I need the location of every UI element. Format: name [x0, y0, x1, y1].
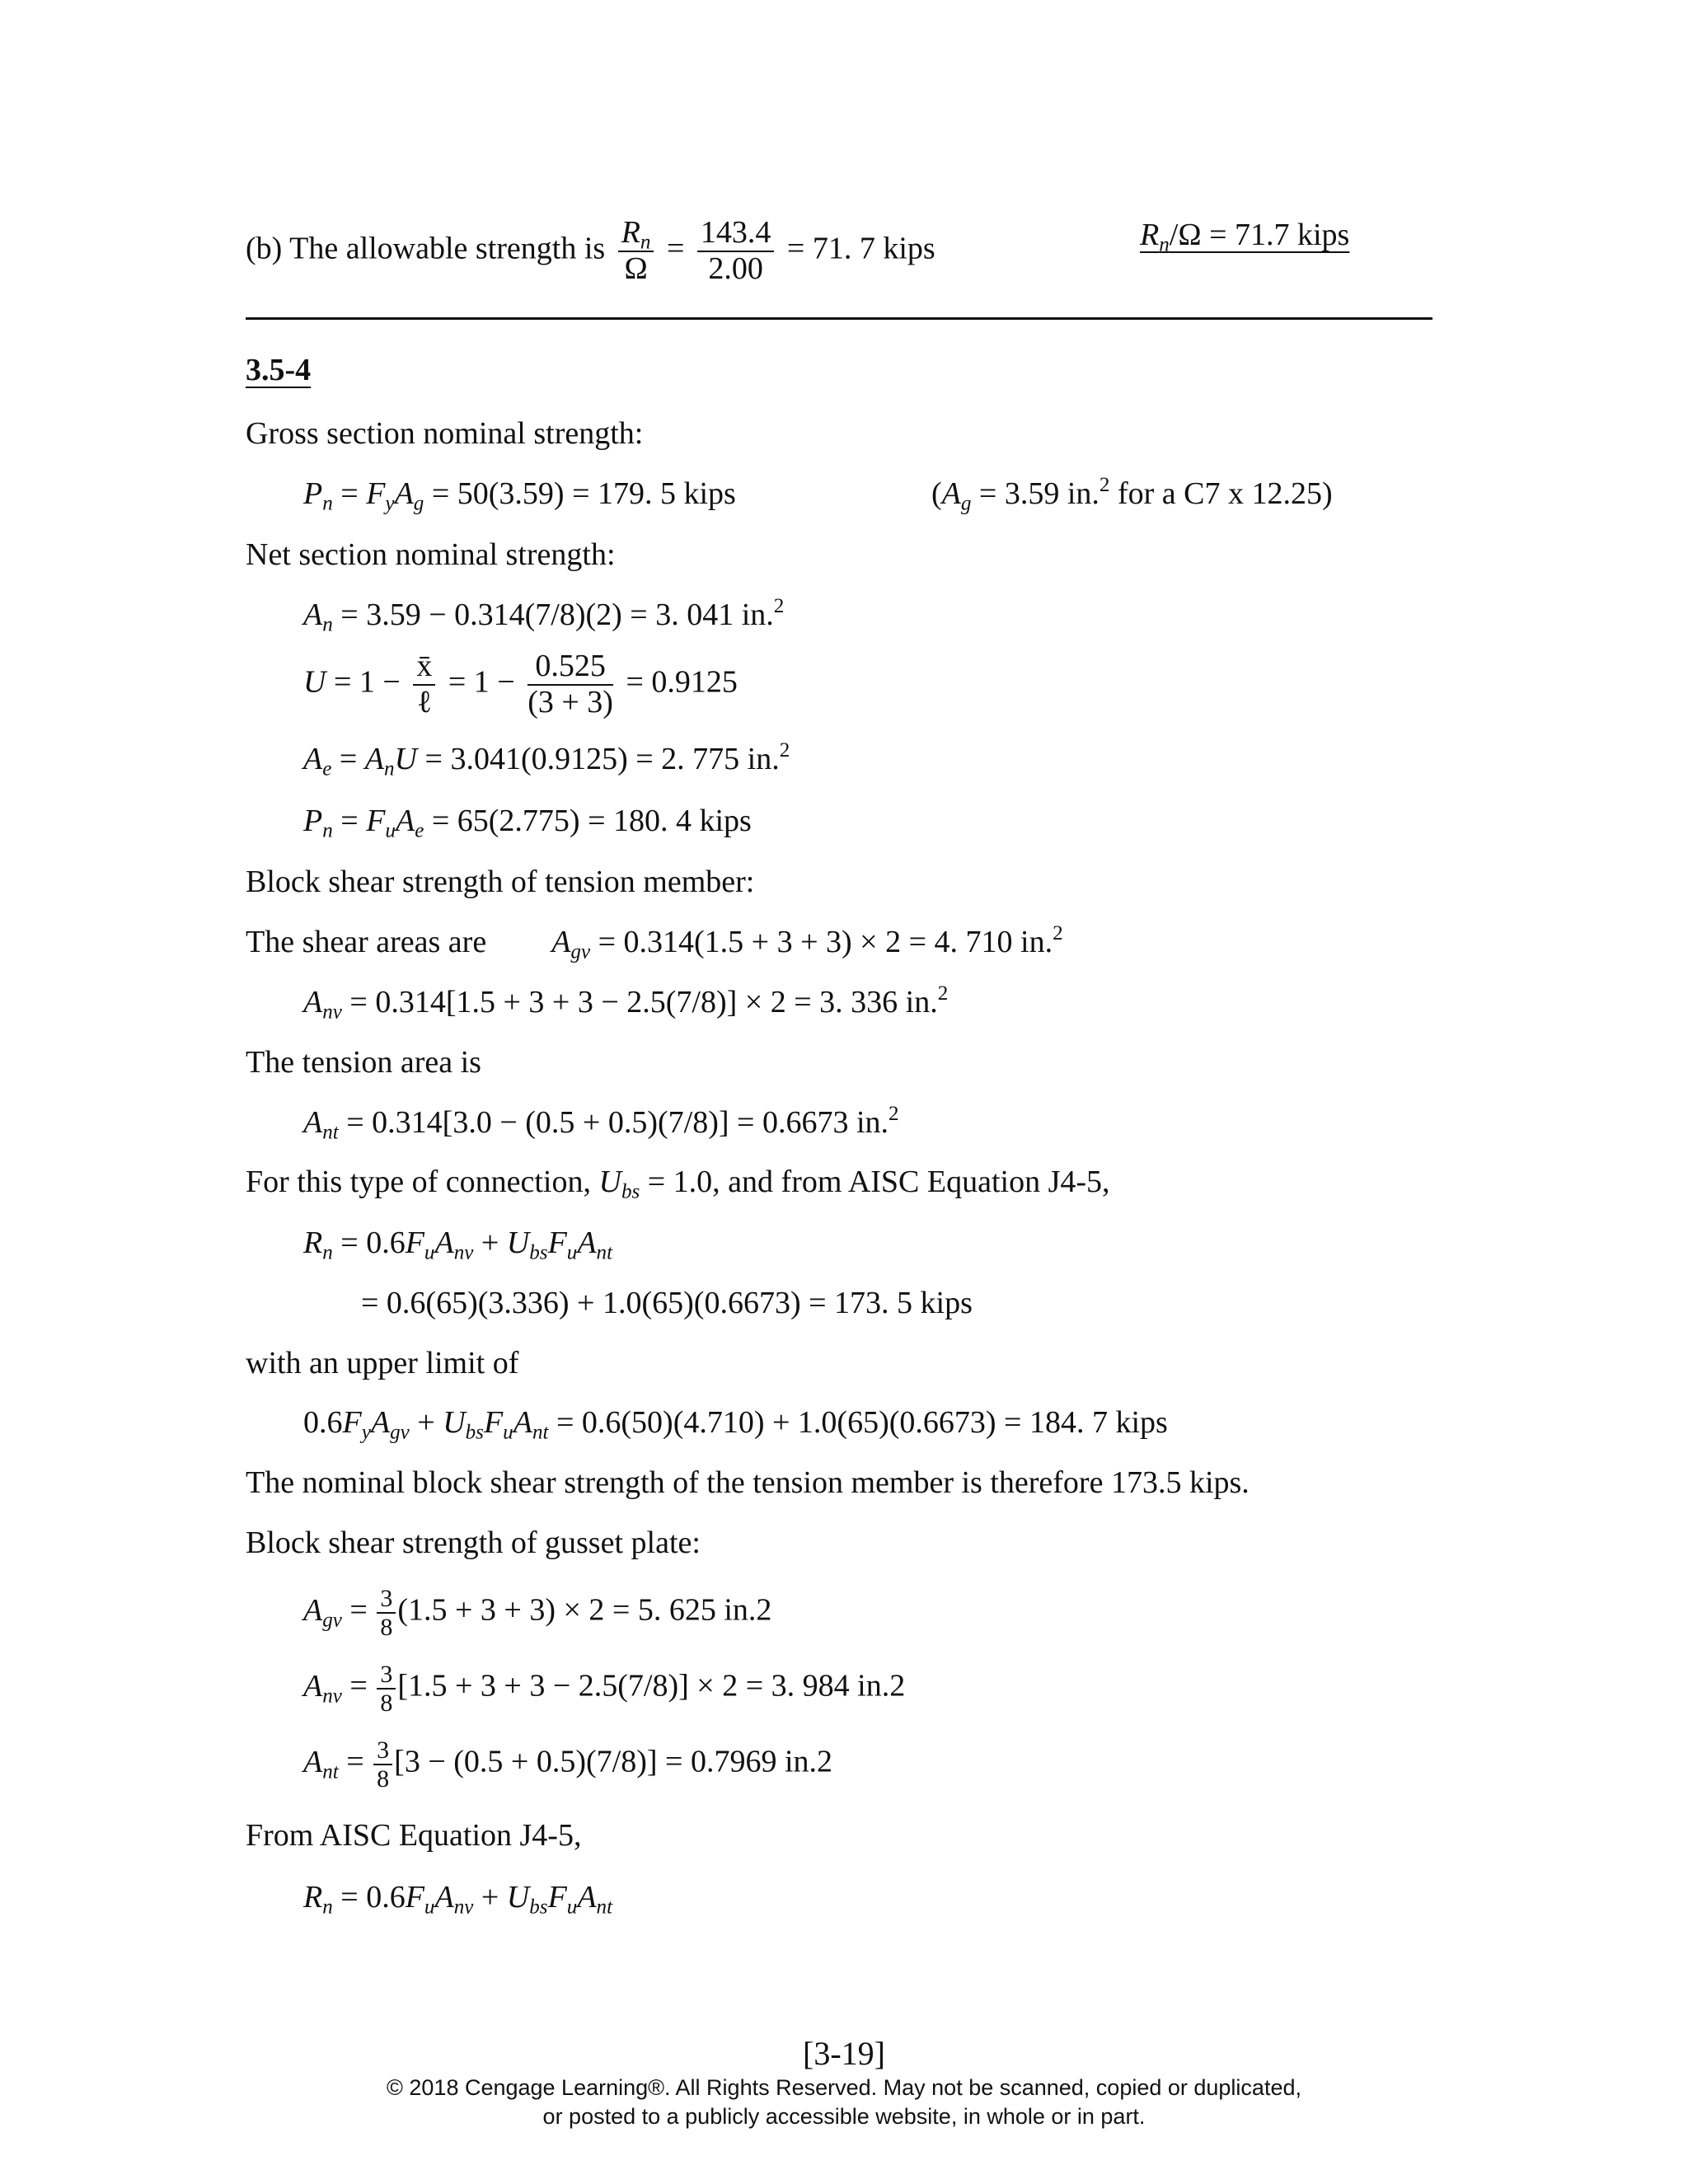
- gusset-block-shear-formula: $R_n = 0.6F_uA_{nv} + U_{bs}F_uA_{nt}$: [303, 1880, 613, 1919]
- section-divider: [246, 317, 1432, 320]
- copyright-line-2: or posted to a publicly accessible website, in whole or in part.: [542, 2104, 1146, 2129]
- gusset-anv-equation: $A_{nv}$ = $\frac{3}{8}$ [1.5 + 3 + 3 − 2.5(7/8)] × 2 = 3. 984 in.2: [303, 1661, 906, 1717]
- net-strength-equation: $P_n = F_uA_e = 65(2.775) = 180$. 4 kips: [303, 804, 752, 842]
- three-eighths-fraction: $\frac{3}{8}$: [377, 1585, 396, 1641]
- problem-number: 3.5-4: [246, 353, 312, 387]
- copyright-line-1: © 2018 Cengage Learning®. All Rights Reserved. May not be scanned, copied or duplicated,: [387, 2075, 1301, 2100]
- block-gusset-heading: Block shear strength of gusset plate:: [246, 1526, 701, 1560]
- part-b-line: [246, 216, 935, 287]
- shear-areas-line: The shear areas are $A_{gv} = 0.314(1.5 + 3 + 3) \times 2 = 4$. 710 in.$^2$: [246, 921, 1063, 963]
- net-heading: Net section nominal strength:: [246, 537, 616, 572]
- gusset-agv-equation: $A_{gv}$ = $\frac{3}{8}$ (1.5 + 3 + 3) × 2 = 5. 625 in.2: [303, 1585, 772, 1641]
- rn-over-omega-fraction: [618, 216, 654, 287]
- block-shear-formula: $R_n = 0.6F_uA_{nv} + U_{bs}F_uA_{nt}$: [303, 1226, 613, 1264]
- fraction-numerator: 143.4: [697, 216, 775, 252]
- ant-equation: $A_{nt} = 0.314[3.0 - (0.5 + 0.5)(7/8)] = 0.6673$ in.$^2$: [303, 1102, 899, 1144]
- anv-equation: $A_{nv} = 0.314[1.5 + 3 + 3 - 2.5(7/8)] \times 2 = 3$. 336 in.$^2$: [303, 982, 949, 1024]
- fraction-denominator: 2.00: [708, 251, 763, 286]
- tension-area-label: The tension area is: [246, 1045, 481, 1080]
- part-b-answer: $R_n/\Omega = 71.7$ kips: [1140, 218, 1350, 256]
- three-eighths-fraction: $\frac{3}{8}$: [377, 1661, 396, 1717]
- upper-limit-label: with an upper limit of: [246, 1346, 519, 1380]
- fraction-denominator: Ω: [624, 251, 648, 286]
- gusset-ant-equation: $A_{nt}$ = $\frac{3}{8}$ [3 − (0.5 + 0.5)(7/8)] = 0.7969 in.2: [303, 1736, 833, 1793]
- page-number: [3-19]: [803, 2035, 885, 2072]
- upper-limit-equation: $0.6F_yA_{gv} + U_{bs}F_uA_{nt} = 0.6(50)(4.710) + 1.0(65)(0.6673) = 184$. 7 kips: [303, 1405, 1168, 1444]
- effective-area-equation: $A_e = A_nU = 3.041(0.9125) = 2$. 775 in.$^2$: [303, 738, 790, 780]
- numeric-fraction: [697, 216, 775, 287]
- xbar-over-l-fraction: $\frac{x̄}{\text{ℓ}}$: [413, 649, 435, 720]
- equals-sign: =: [666, 231, 685, 266]
- shear-lag-equation: U = 1 − $\frac{x̄}{\text{ℓ}}$ = 1 − $\frac{0.525}{(3 + 3)}$ = 0.9125: [303, 649, 738, 719]
- shear-lag-fraction: $\frac{0.525}{(3 + 3)}$: [528, 649, 613, 719]
- gross-note: ($A_g = 3.59$ in.$^2$ for a C7 x 12.25): [931, 473, 1333, 515]
- gross-heading: Gross section nominal strength:: [246, 416, 644, 451]
- block-shear-calc: = 0.6(65)(3.336) + 1.0(65)(0.6673) = 173. 5 kips: [361, 1286, 973, 1320]
- gross-equation: $P_n = F_yA_g = 50(3.59) = 179$. 5 kips: [303, 476, 736, 515]
- ubs-line: For this type of connection, $U_{bs} = 1.0$, and from AISC Equation J4-5,: [246, 1165, 1110, 1203]
- part-b-result: = 71. 7 kips: [786, 231, 935, 266]
- net-area-equation: $A_n = 3.59 - 0.314(7/8)(2) = 3$. 041 in.$^2$: [303, 594, 785, 636]
- block-tension-heading: Block shear strength of tension member:: [246, 865, 755, 899]
- tension-conclusion: The nominal block shear strength of the tension member is therefore 173.5 kips.: [246, 1465, 1250, 1500]
- fraction-numerator: $R_n$: [618, 216, 654, 252]
- part-b-lead: (b) The allowable strength is: [246, 231, 606, 266]
- aisc-reference: From AISC Equation J4-5,: [246, 1818, 582, 1853]
- three-eighths-fraction: $\frac{3}{8}$: [373, 1736, 392, 1793]
